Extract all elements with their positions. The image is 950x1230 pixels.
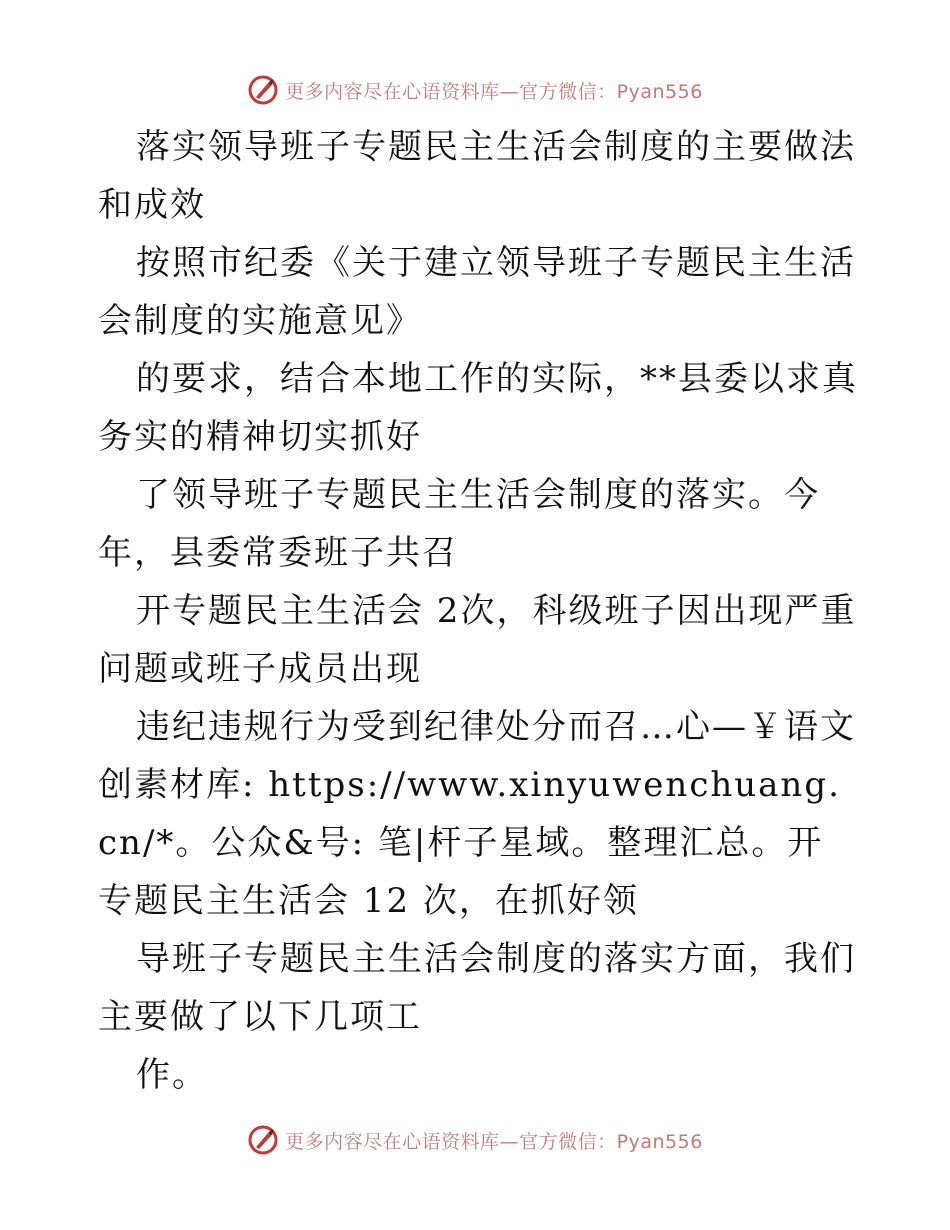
paragraph: 按照市纪委《关于建立领导班子专题民主生活会制度的实施意见》 <box>98 243 856 341</box>
paragraph: 开专题民主生活会 2次，科级班子因出现严重问题或班子成员出现 <box>98 591 857 689</box>
paragraph: 了领导班子专题民主生活会制度的落实。今年，县委常委班子共召 <box>98 475 820 573</box>
paragraph: 作。 <box>136 1055 208 1095</box>
watermark-text: 更多内容尽在心语资料库—官方微信：Pyan556 <box>285 80 703 103</box>
paragraph: 的要求，结合本地工作的实际，**县委以求真务实的精神切实抓好 <box>98 359 858 457</box>
paragraph: 导班子专题民主生活会制度的落实方面，我们主要做了以下几项工 <box>98 939 856 1037</box>
paragraph: 违纪违规行为受到纪律处分而召…心—￥语文创素材库: https://www.xinyuwenchuang.cn/*。公众&号: 笔|杆子星域。整理汇总。开专题民主生活会 12 次，在抓好领 <box>98 707 856 921</box>
watermark-text: 更多内容尽在心语资料库—官方微信：Pyan556 <box>285 1130 703 1153</box>
document-body <box>98 118 858 1104</box>
header-watermark <box>0 70 950 110</box>
brush-pen-logo-icon <box>247 1124 279 1156</box>
brush-pen-logo-icon <box>247 74 279 106</box>
footer-watermark <box>0 1120 950 1160</box>
document-title: 落实领导班子专题民主生活会制度的主要做法和成效 <box>98 127 856 225</box>
